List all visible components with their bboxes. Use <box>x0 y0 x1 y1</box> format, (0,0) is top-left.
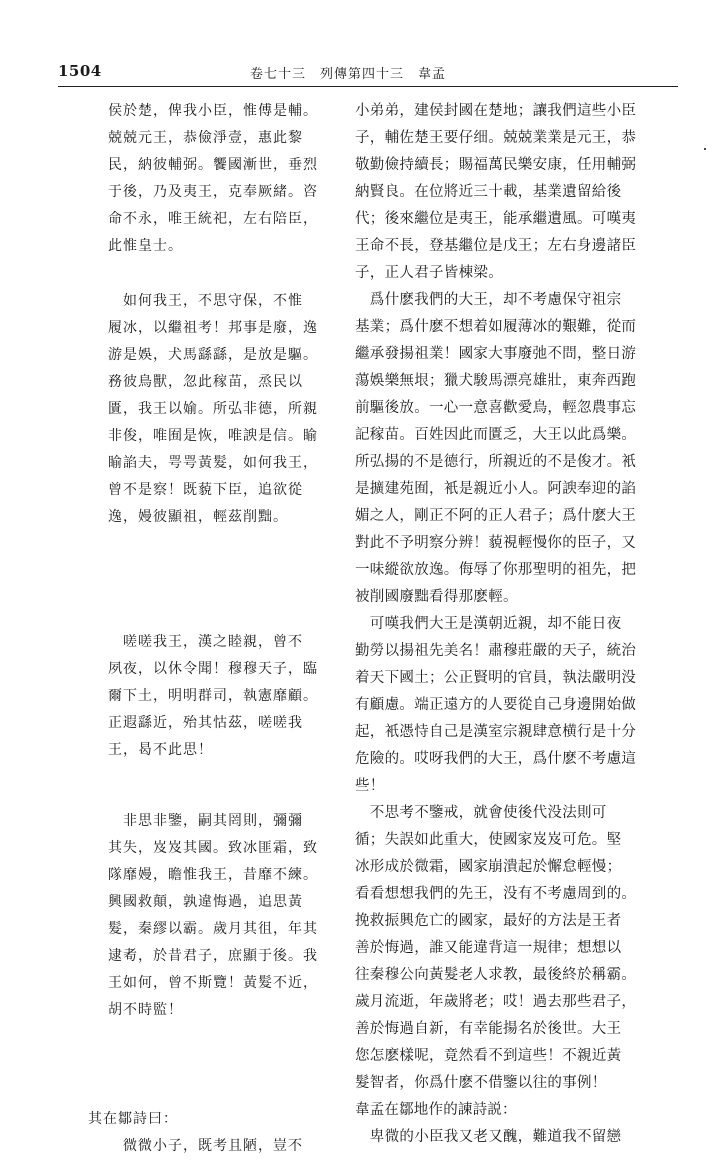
translation-paragraph-1: 小弟弟，建侯封國在楚地；讓我們這些小臣 子，輔佐楚王要仔细。兢兢業業是元王，恭 敬勤儉持續長；賜福萬民樂安康，任用輔弼 納賢良。在位將近三十載，基業遺留給後 代；後來繼位是夷王，能承繼遺風。可嘆夷 王命不長，登基繼位是戊王；左右身邊諸臣 子，正人君子皆棟梁。 <box>355 103 637 281</box>
page-number: 1504 <box>58 62 102 80</box>
poem-stanza-1: 侯於楚，俾我小臣，惟傅是輔。 兢兢元王，恭儉淨壹，惠此黎 民，納彼輔弼。饗國漸世，垂烈 于後，乃及夷王，克奉厥緒。咨 命不永，唯王統祀，左右陪臣， 此惟皇士。 <box>108 103 318 254</box>
translation-intro-line: 韋孟在鄒地作的諫詩説： <box>355 1102 517 1118</box>
running-head: 卷七十三 列傳第四十三 韋孟 <box>250 67 447 82</box>
translation-paragraph-3: 可嘆我們大王是漢朝近親，却不能日夜 勤勞以揚祖先美名！肅穆莊嚴的天子，統治 着天下國土；公正賢明的官員，執法嚴明没 有顧慮。端正遠方的人要從自己身邊開始做 起，衹憑恃自己是漢室宗親肆意横行是十分 危險的。哎呀我們的大王，爲什麽不考慮這 些！ <box>355 616 637 794</box>
poem-stanza-3: 嗟嗟我王，漢之睦親，曾不 夙夜，以休令聞！穆穆天子，臨 爾下土，明明群司，執憲靡顧。 正遐繇近，殆其怙茲，嗟嗟我 王，曷不此思！ <box>108 634 318 758</box>
translation-paragraph-4: 不思考不鑒戒，就會使後代没法則可 循；失誤如此重大，使國家岌岌可危。堅 冰形成於微霜，國家崩潰起於懈怠輕慢； 看看想想我們的先王，没有不考慮周到的。 挽救振興危亡的國家，最好的方法是王者 善於悔過，誰又能違背這一規律；想想以 往秦穆公向黃髮老人求教，最後終於稱霸。 歲月流逝，年歲將老；哎！過去那些君子， 善於悔過自新，有幸能揚名於後世。大王 您怎麽樣呢，竟然看不到這些！不親近黃 髮智者，你爲什麽不借鑒以往的事例！ <box>355 805 637 1091</box>
poem-stanza-2: 如何我王，不思守保，不惟 履冰，以繼祖考！邦事是廢，逸 游是娛，犬馬繇繇，是放是驅。 務彼鳥獸，忽此稼苗，烝民以 匱，我王以媮。所弘非德，所親 非俊，唯囿是恢，唯諛是信。睮 睮諂夫，咢咢黃髮，如何我王， 曾不是察！既藐下臣，追欲從 逸，嫚彼顯祖，輕茲削黜。 <box>108 293 318 525</box>
translation-paragraph-2: 爲什麽我們的大王，却不考慮保守祖宗 基業；爲什麽不想着如履薄冰的艱難，從而 繼承發揚祖業！國家大事廢弛不問，整日游 蕩娛樂無垠；獵犬駿馬漂亮雄壯，東奔西跑 前驅後放。一心一意喜歡愛鳥，輕忽農事忘 記稼苗。百姓因此而匱乏，大王以此爲樂。 所弘揚的不是德行，所親近的不是俊才。衹 是擴建苑囿，衹是親近小人。阿諛奉迎的諂 媚之人，剛正不阿的正人君子；爲什麽大王 對此不予明察分辨！藐視輕慢你的臣子，又 一味縱欲放逸。侮辱了你那聖明的祖先，把 被削國廢黜看得那麽輕。 <box>355 292 637 605</box>
poem-stanza-4: 非思非鑒，嗣其罔則，彌彌 其失，岌岌其國。致冰匪霜，致 隊靡嫚，瞻惟我王，昔靡不練。 興國救顛，孰違悔過，追思黃 髮，秦繆以霸。歲月其徂，年其 逮耇，於昔君子，庶顯于後。我 王如何，曾不斯覽！黃髮不近， 胡不時監！ <box>108 813 318 1018</box>
classical-text-column <box>88 98 328 1160</box>
poem-intro-line: 其在鄒詩曰： <box>88 1111 178 1127</box>
poem-stanza-5: 微微小子，既考且陋，豈不 <box>108 1138 303 1154</box>
translation-column <box>355 98 665 1151</box>
header-rule <box>58 86 678 87</box>
scan-speck <box>704 148 706 150</box>
translation-paragraph-5: 卑微的小臣我又老又醜，難道我不留戀 <box>355 1129 622 1145</box>
